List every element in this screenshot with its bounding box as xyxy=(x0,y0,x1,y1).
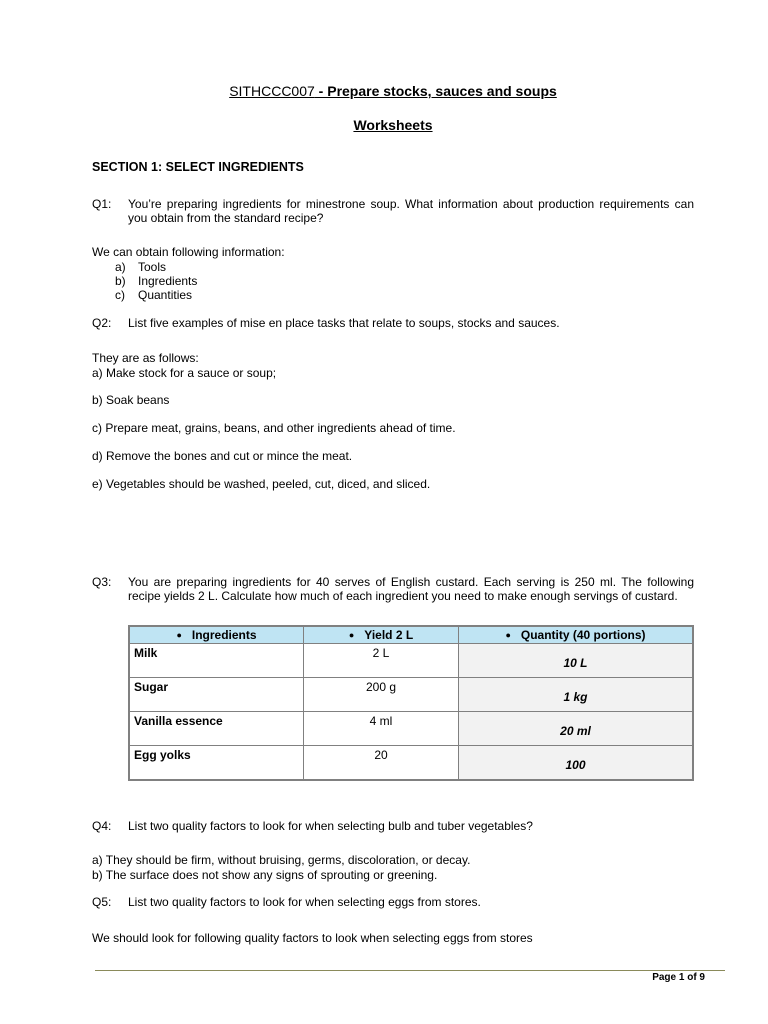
section-heading: SECTION 1: SELECT INGREDIENTS xyxy=(92,160,304,174)
answer-line: We should look for following quality factors to look when selecting eggs from stores xyxy=(92,931,533,945)
footer-divider xyxy=(95,970,725,971)
bullet-icon: ● xyxy=(505,630,511,640)
answer-line: a) They should be firm, without bruising, germs, discoloration, or decay. xyxy=(92,853,471,867)
ingredient-yield: 4 ml xyxy=(304,712,459,746)
question-number-q4: Q4: xyxy=(92,819,112,833)
list-item: a) Tools xyxy=(115,260,167,274)
question-text-q3: You are preparing ingredients for 40 serves of English custard. Each serving is 250 ml. The following recipe yields 2 L. Calculate how much of each ingredient you need to make enough servings of custard. xyxy=(128,575,694,603)
column-header: ● Quantity (40 portions) xyxy=(459,626,694,644)
answer-line: b) The surface does not show any signs of sprouting or greening. xyxy=(92,868,438,882)
bullet-icon: ● xyxy=(176,630,182,640)
answer-line: d) Remove the bones and cut or mince the meat. xyxy=(92,449,353,463)
ingredient-quantity: 20 ml xyxy=(459,712,694,746)
ingredient-quantity: 10 L xyxy=(459,644,694,678)
page-number: Page 1 of 9 xyxy=(652,972,705,983)
list-item: c) Quantities xyxy=(115,288,193,302)
question-text-q2: List five examples of mise en place tasks that relate to soups, stocks and sauces. xyxy=(128,316,560,330)
unit-title: - Prepare stocks, sauces and soups xyxy=(314,83,557,99)
ingredient-yield: 2 L xyxy=(304,644,459,678)
answer-line: c) Prepare meat, grains, beans, and other ingredients ahead of time. xyxy=(92,421,456,435)
table-header-row xyxy=(129,626,693,644)
question-text-q5: List two quality factors to look for when selecting eggs from stores. xyxy=(128,895,481,909)
question-text-q4: List two quality factors to look for when selecting bulb and tuber vegetables? xyxy=(128,819,533,833)
question-number-q1: Q1: xyxy=(92,197,112,211)
answer-line: a) Make stock for a sauce or soup; xyxy=(92,366,277,380)
table-row xyxy=(129,712,693,746)
ingredient-yield: 200 g xyxy=(304,678,459,712)
document-title xyxy=(0,83,768,99)
unit-code: SITHCCC007 xyxy=(229,83,315,99)
question-number-q3: Q3: xyxy=(92,575,112,589)
ingredients-table xyxy=(128,625,694,781)
ingredient-name: Milk xyxy=(129,644,304,678)
ingredient-name: Egg yolks xyxy=(129,746,304,781)
table-row xyxy=(129,678,693,712)
question-text-q1: You’re preparing ingredients for minestrone soup. What information about production requirements can you obtain from the standard recipe? xyxy=(128,197,694,225)
answer-intro-q2: They are as follows: xyxy=(92,351,199,365)
document-subtitle: Worksheets xyxy=(353,117,433,133)
table-row xyxy=(129,746,693,781)
column-header: ● Yield 2 L xyxy=(304,626,459,644)
question-number-q2: Q2: xyxy=(92,316,112,330)
question-number-q5: Q5: xyxy=(92,895,112,909)
list-item: b) Ingredients xyxy=(115,274,198,288)
column-header: ● Ingredients xyxy=(129,626,304,644)
ingredient-name: Vanilla essence xyxy=(129,712,304,746)
ingredient-quantity: 1 kg xyxy=(459,678,694,712)
ingredient-name: Sugar xyxy=(129,678,304,712)
ingredient-quantity: 100 xyxy=(459,746,694,781)
ingredient-yield: 20 xyxy=(304,746,459,781)
answer-line: e) Vegetables should be washed, peeled, cut, diced, and sliced. xyxy=(92,477,431,491)
answer-line: b) Soak beans xyxy=(92,393,170,407)
table-row xyxy=(129,644,693,678)
bullet-icon: ● xyxy=(348,630,355,640)
answer-intro-q1: We can obtain following information: xyxy=(92,245,285,259)
